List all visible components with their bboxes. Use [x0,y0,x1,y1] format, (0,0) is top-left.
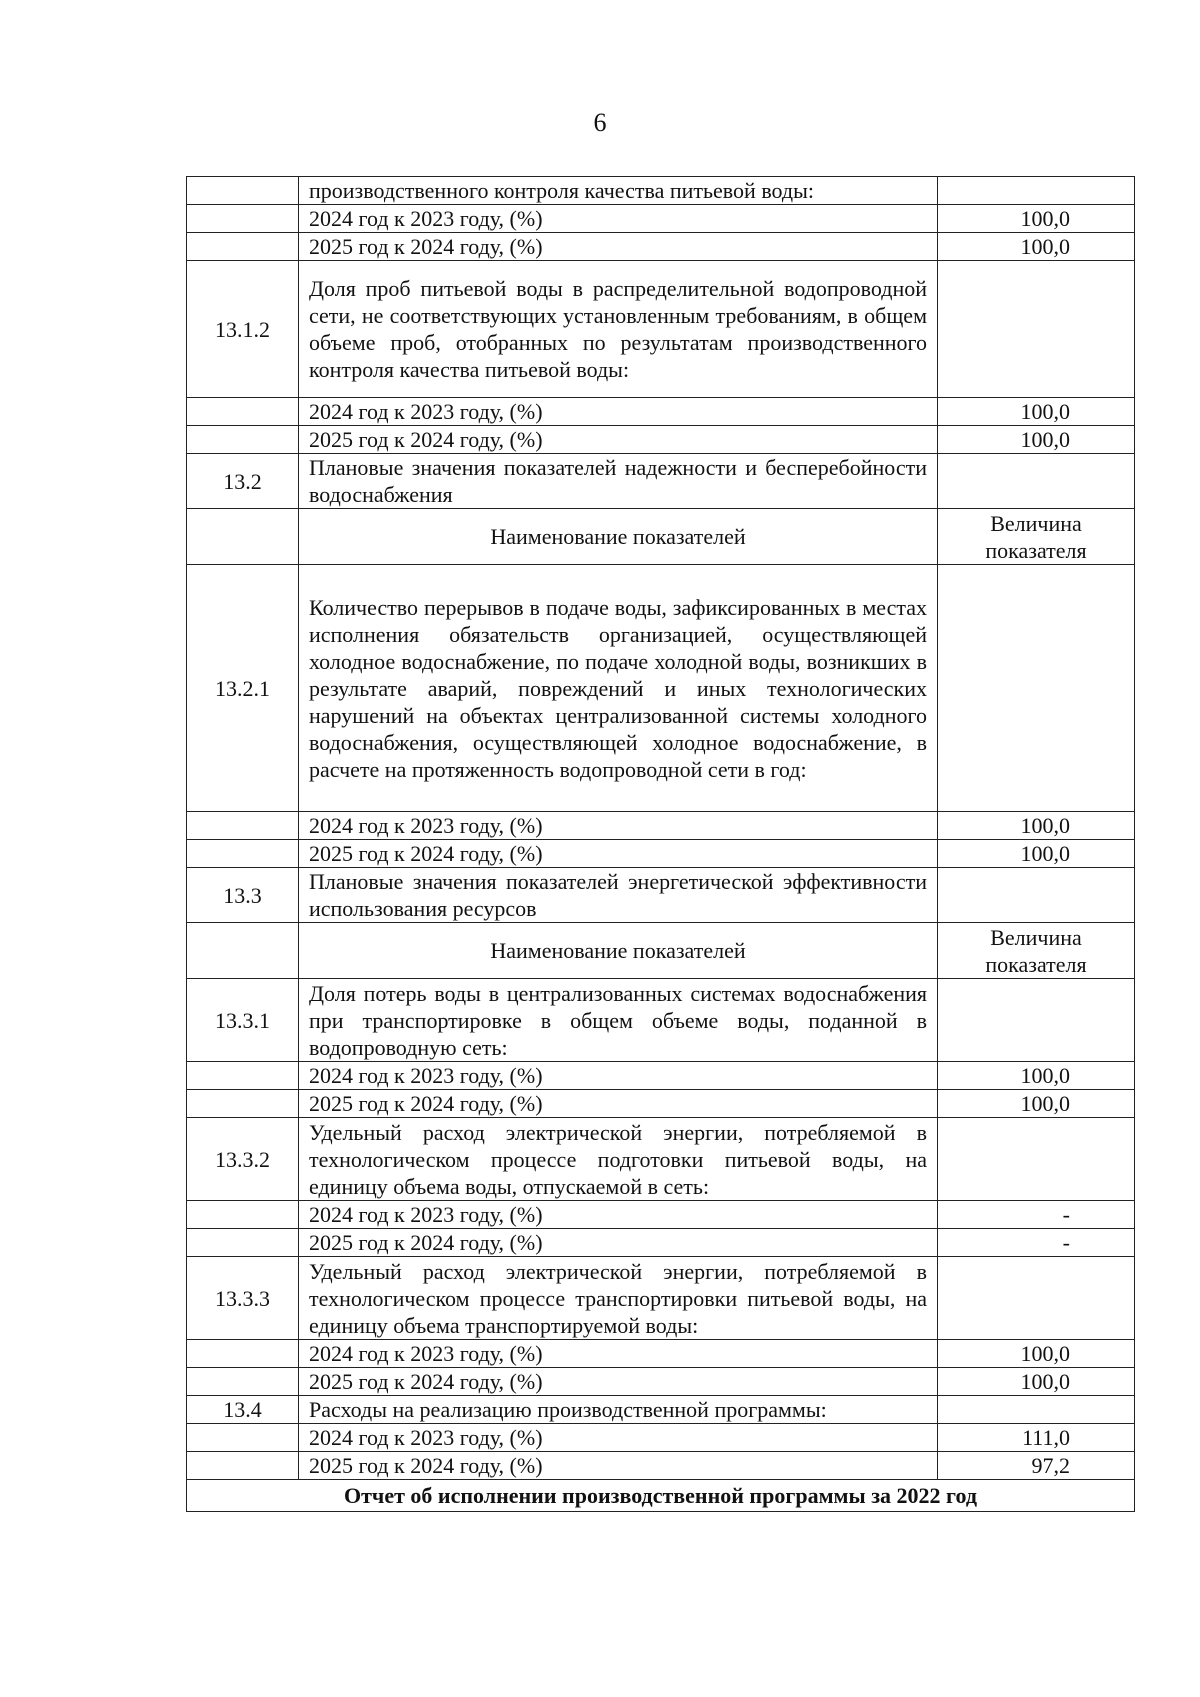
table-row [187,261,1135,398]
indicator-value-cell: 100,0 [938,1062,1135,1090]
page-number: 6 [593,108,607,137]
indicator-value-cell: 97,2 [938,1452,1135,1480]
indicator-value-cell: - [938,1229,1135,1257]
table-row [187,1257,1135,1340]
table-row [187,177,1135,205]
indicator-description-cell: Расходы на реализацию производственной программы: [299,1396,938,1424]
indicator-description-cell: 2024 год к 2023 году, (%) [299,398,938,426]
indicator-value-cell [938,979,1135,1062]
indicators-table-body [187,177,1135,1512]
table-row [187,1452,1135,1480]
table-row [187,1424,1135,1452]
indicator-description-cell: 2025 год к 2024 году, (%) [299,1090,938,1118]
indicator-value-cell: 100,0 [938,840,1135,868]
item-number-cell: 13.1.2 [187,261,299,398]
item-number-cell: 13.2 [187,454,299,509]
indicator-description-cell: 2024 год к 2023 году, (%) [299,1424,938,1452]
indicator-description-cell: 2025 год к 2024 году, (%) [299,1229,938,1257]
indicator-description-cell: Доля потерь воды в централизованных системах водоснабжения при транспортировке в общем объеме воды, поданной в водопроводную сеть: [299,979,938,1062]
indicator-description-cell: Удельный расход электрической энергии, потребляемой в технологическом процессе транспортировки питьевой воды, на единицу объема транспортируемой воды: [299,1257,938,1340]
indicator-description-cell: 2024 год к 2023 году, (%) [299,205,938,233]
indicator-value-cell: 100,0 [938,1090,1135,1118]
indicator-description-cell: 2025 год к 2024 году, (%) [299,426,938,454]
indicator-value-cell [938,1118,1135,1201]
item-number-cell [187,923,299,979]
indicator-value-cell [938,454,1135,509]
item-number-cell: 13.4 [187,1396,299,1424]
indicator-value-cell: 100,0 [938,426,1135,454]
item-number-cell [187,812,299,840]
indicator-description-cell: 2025 год к 2024 году, (%) [299,1452,938,1480]
table-row [187,1368,1135,1396]
item-number-cell: 13.3.2 [187,1118,299,1201]
indicators-table [186,176,1135,1512]
table-row [187,426,1135,454]
report-footer-title: Отчет об исполнении производственной программы за 2022 год [187,1480,1135,1512]
table-header-row [187,509,1135,565]
indicator-value-cell [938,1396,1135,1424]
indicator-value-cell: 111,0 [938,1424,1135,1452]
item-number-cell [187,177,299,205]
table-row [187,1090,1135,1118]
table-row [187,398,1135,426]
item-number-cell [187,1201,299,1229]
item-number-cell [187,1452,299,1480]
indicator-description-cell: 2025 год к 2024 году, (%) [299,233,938,261]
item-number-cell [187,509,299,565]
table-row [187,812,1135,840]
item-number-cell [187,398,299,426]
item-number-cell [187,426,299,454]
column-header-name: Наименование показателей [299,923,938,979]
indicator-value-cell: 100,0 [938,233,1135,261]
table-row [187,1062,1135,1090]
indicator-description-cell: Количество перерывов в подаче воды, зафиксированных в местах исполнения обязательств организацией, осуществляющей холодное водоснабжение, по подаче холодной воды, возникших в результате аварий, повреждений и иных технологических нарушений на объектах централизованной системы холодного водоснабжения, осуществляющей холодное водоснабжение, в расчете на протяженность водопроводной сети в год: [299,565,938,812]
indicator-value-cell [938,565,1135,812]
column-header-name: Наименование показателей [299,509,938,565]
indicator-value-cell [938,1257,1135,1340]
table-row [187,979,1135,1062]
indicator-value-cell: 100,0 [938,205,1135,233]
table-row [187,1201,1135,1229]
item-number-cell [187,1062,299,1090]
report-footer-row [187,1480,1135,1512]
item-number-cell [187,233,299,261]
table-row [187,565,1135,812]
item-number-cell: 13.3 [187,868,299,923]
table-row [187,868,1135,923]
indicator-description-cell: 2024 год к 2023 году, (%) [299,1062,938,1090]
item-number-cell: 13.3.1 [187,979,299,1062]
item-number-cell: 13.2.1 [187,565,299,812]
column-header-value: Величина показателя [938,509,1135,565]
indicator-description-cell: 2024 год к 2023 году, (%) [299,812,938,840]
table-row [187,205,1135,233]
indicator-description-cell: Удельный расход электрической энергии, потребляемой в технологическом процессе подготовки питьевой воды, на единицу объема воды, отпускаемой в сеть: [299,1118,938,1201]
indicator-description-cell: 2024 год к 2023 году, (%) [299,1201,938,1229]
indicator-description-cell: Плановые значения показателей энергетической эффективности использования ресурсов [299,868,938,923]
table-row [187,233,1135,261]
table-row [187,1396,1135,1424]
indicator-value-cell: 100,0 [938,1368,1135,1396]
indicator-description-cell: Доля проб питьевой воды в распределительной водопроводной сети, не соответствующих установленным требованиям, в общем объеме проб, отобранных по результатам производственного контроля качества питьевой воды: [299,261,938,398]
indicator-description-cell: Плановые значения показателей надежности и бесперебойности водоснабжения [299,454,938,509]
indicator-value-cell: 100,0 [938,1340,1135,1368]
column-header-value: Величина показателя [938,923,1135,979]
table-row [187,1340,1135,1368]
item-number-cell [187,1229,299,1257]
indicator-description-cell: производственного контроля качества питьевой воды: [299,177,938,205]
indicator-value-cell [938,868,1135,923]
indicator-description-cell: 2025 год к 2024 году, (%) [299,840,938,868]
item-number-cell [187,1424,299,1452]
table-row [187,454,1135,509]
item-number-cell [187,1340,299,1368]
table-row [187,1229,1135,1257]
indicator-value-cell: 100,0 [938,398,1135,426]
indicator-value-cell [938,261,1135,398]
table-header-row [187,923,1135,979]
indicator-value-cell: - [938,1201,1135,1229]
item-number-cell [187,205,299,233]
indicator-description-cell: 2024 год к 2023 году, (%) [299,1340,938,1368]
indicator-value-cell [938,177,1135,205]
item-number-cell [187,1368,299,1396]
item-number-cell [187,1090,299,1118]
indicator-value-cell: 100,0 [938,812,1135,840]
item-number-cell [187,840,299,868]
table-row [187,1118,1135,1201]
item-number-cell: 13.3.3 [187,1257,299,1340]
indicator-description-cell: 2025 год к 2024 году, (%) [299,1368,938,1396]
table-row [187,840,1135,868]
